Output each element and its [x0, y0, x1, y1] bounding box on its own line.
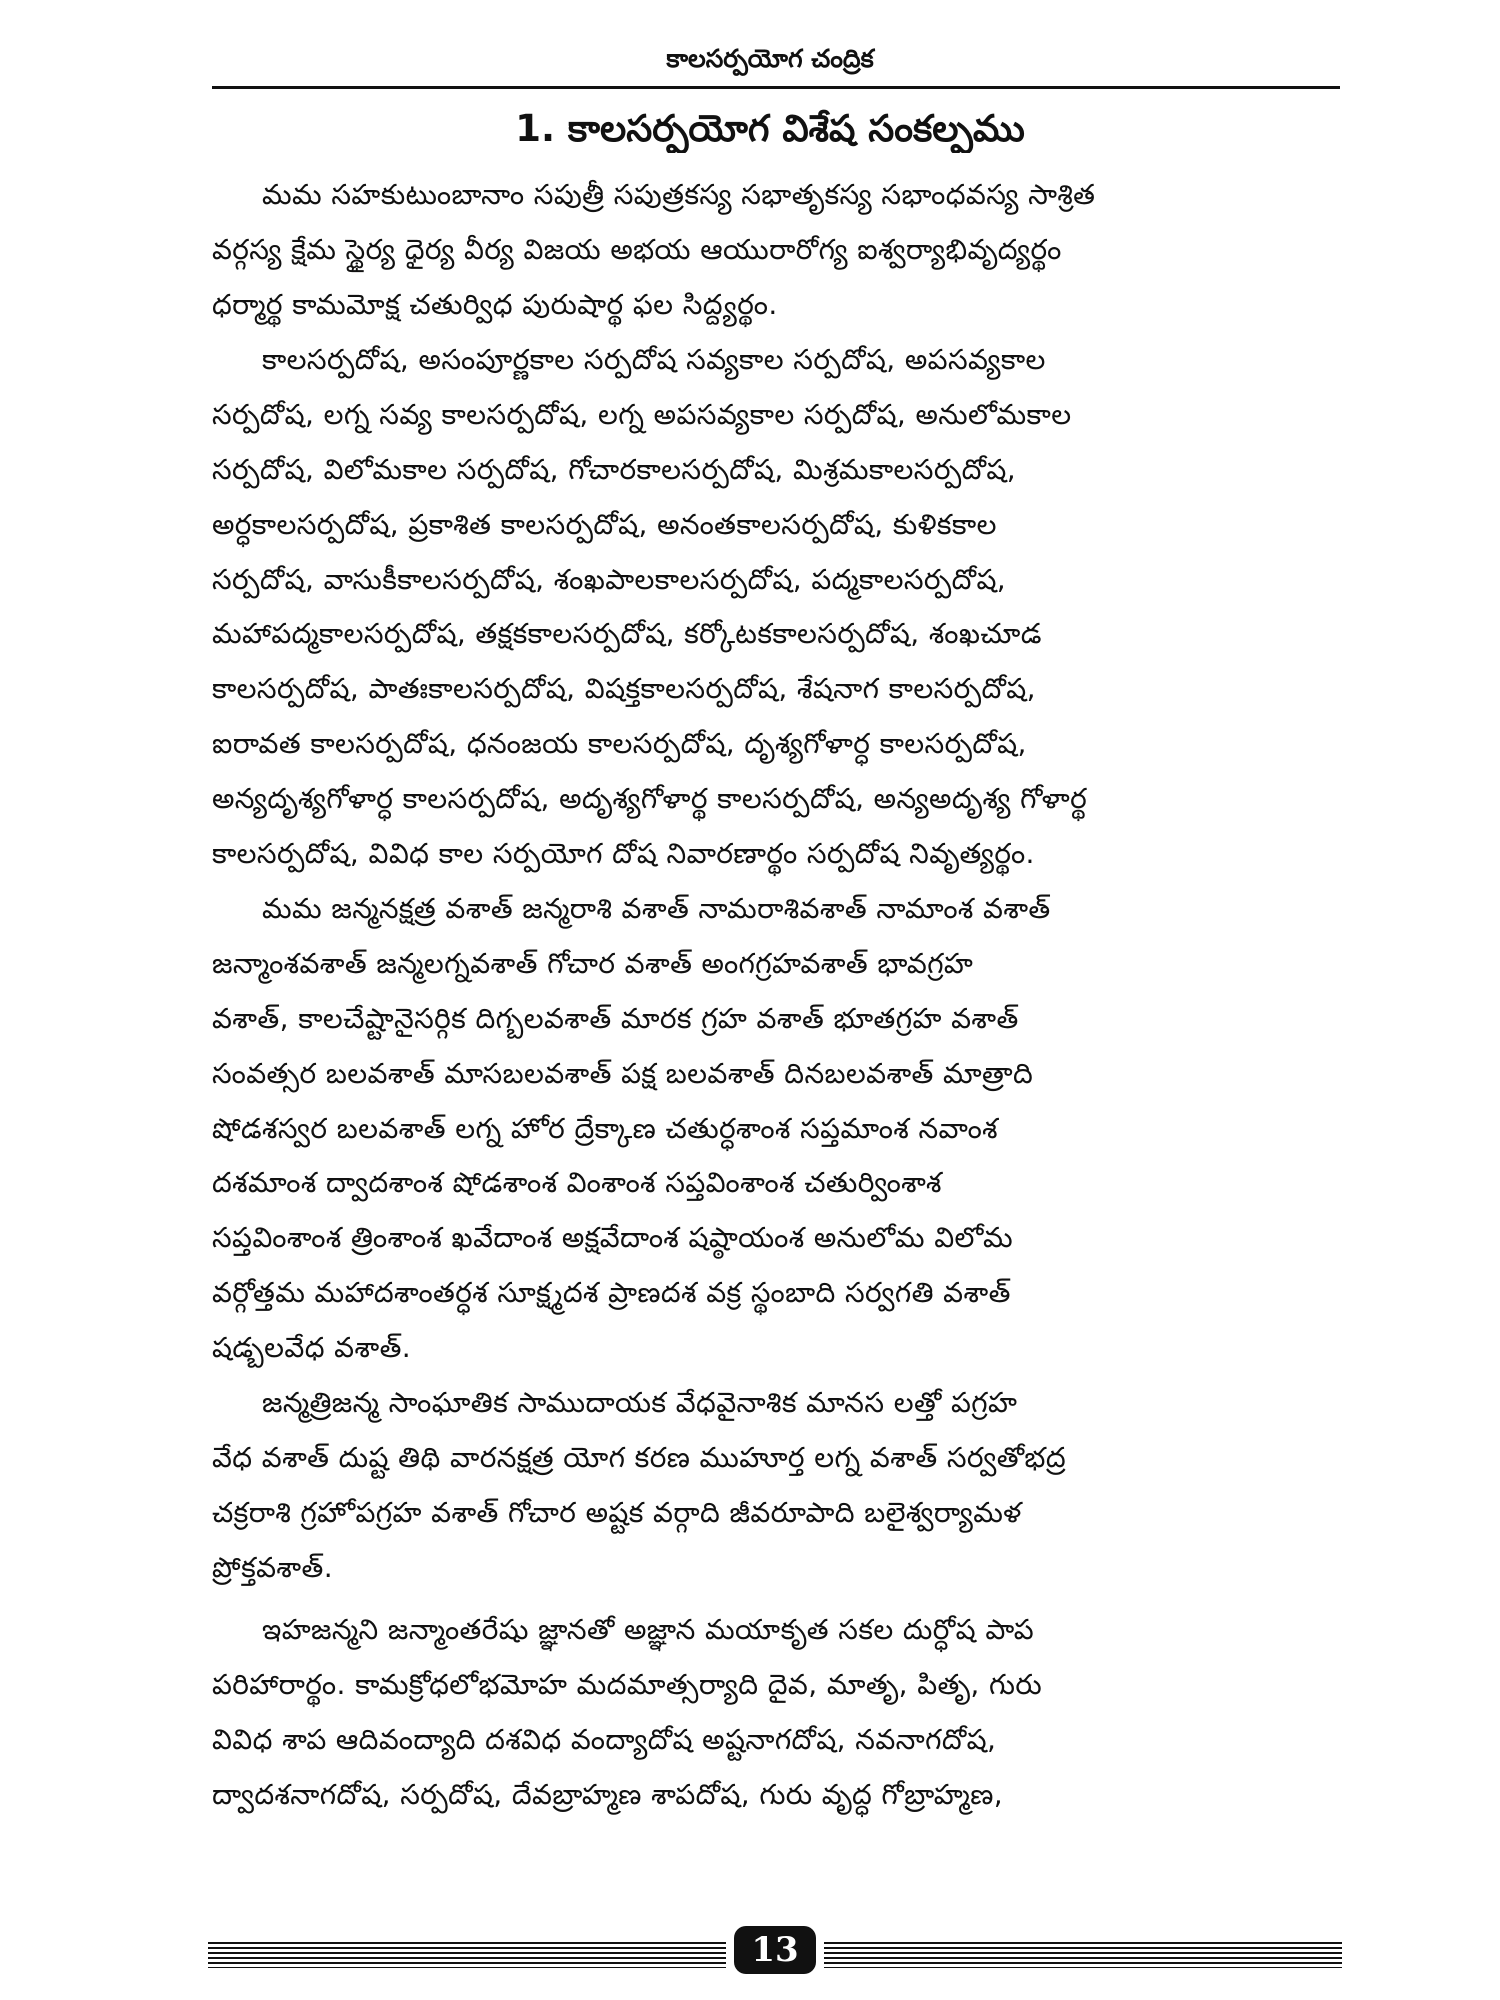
running-head: కాలసర్పయోగ చంద్రిక	[666, 44, 874, 73]
text-line: వర్గోత్తమ మహాదశాంతర్ధశ సూక్ష్మదశ ప్రాణదశ వక్ర స్థంబాది సర్వగతి వశాత్	[212, 1276, 1011, 1310]
header-rule	[212, 86, 1340, 89]
text-line: ఇహజన్మని జన్మాంతరేషు జ్ఞానతో అజ్ఞాన మయాకృత సకల దుర్ధోష పాప	[262, 1613, 1035, 1646]
text-line: అన్యదృశ్యగోళార్ధ కాలసర్పదోష, అదృశ్యగోళార్థ కాలసర్పదోష, అన్యఅదృశ్య గోళార్థ	[212, 782, 1088, 816]
paragraph-2	[212, 333, 1338, 882]
text-line: పరిహారార్థం. కామక్రోధలోభమోహ మదమాత్సర్యాది దైవ, మాతృ, పితృ, గురు	[212, 1667, 1043, 1701]
text-line: సంవత్సర బలవశాత్ మాసబలవశాత్ పక్ష బలవశాత్ దినబలవశాత్ మాత్రాది	[212, 1056, 1034, 1090]
text-line: జన్మత్రిజన్మ సాంఘాతిక సాముదాయక వేధవైనాశిక మానస లత్తో పగ్రహ	[262, 1386, 1018, 1419]
text-line: ధర్మార్థ కామమోక్ష చతుర్విధ పురుషార్థ ఫల సిద్ద్యర్థం.	[212, 287, 778, 321]
text-line: కాలసర్పదోష, అసంపూర్ణకాల సర్పదోష సవ్యకాల సర్పదోష, అపసవ్యకాల	[262, 343, 1046, 376]
text-line: సప్తవింశాంశ త్రింశాంశ ఖవేదాంశ అక్షవేదాంశ షష్ఠాయంశ అనులోమ విలోమ	[212, 1221, 1014, 1255]
text-line: ప్రోక్తవశాత్.	[212, 1550, 334, 1584]
text-line: వర్గస్య క్షేమ స్థైర్య ధైర్య వీర్య విజయ అభయ ఆయురారోగ్య ఐశ్వర్యాభివృద్యర్థం	[212, 232, 1062, 266]
page-number: 13	[734, 1926, 816, 1974]
text-line: దశమాంశ ద్వాదశాంశ షోడశాంశ వింశాంశ సప్తవింశాంశ చతుర్వింశాశ	[212, 1166, 942, 1200]
text-line: షోడశస్వర బలవశాత్ లగ్న హోర ద్రేక్కాణ చతుర్ధశాంశ సప్తమాంశ నవాంశ	[212, 1111, 998, 1145]
text-line: చక్రరాశి గ్రహోపగ్రహ వశాత్ గోచార అష్టక వర్గాది జీవరూపాది బలైశ్వర్యామళ	[212, 1495, 1022, 1529]
footer-ornament-right	[824, 1942, 1342, 1968]
text-line: కాలసర్పదోష, పాతఃకాలసర్పదోష, విషక్తకాలసర్పదోష, శేషనాగ కాలసర్పదోష,	[212, 672, 1036, 706]
paragraph-4	[212, 1376, 1338, 1596]
text-line: ద్వాదశనాగదోష, సర్పదోష, దేవబ్రాహ్మణ శాపదోష, గురు వృద్ధ గోబ్రాహ్మణ,	[212, 1777, 1004, 1811]
text-line: అర్ధకాలసర్పదోష, ప్రకాశిత కాలసర్పదోష, అనంతకాలసర్పదోష, కుళికకాల	[212, 507, 997, 541]
text-line: మమ సహకుటుంబానాం సపుత్రీ సపుత్రకస్య సభాతృకస్య సభాంధవస్య సాశ్రిత	[262, 178, 1096, 211]
text-line: మమ జన్మనక్షత్ర వశాత్ జన్మరాశి వశాత్ నామరాశివశాత్ నామాంశ వశాత్	[262, 892, 1051, 925]
paragraph-3	[212, 882, 1338, 1376]
footer-ornament-left	[208, 1942, 726, 1968]
paragraph-5	[212, 1603, 1338, 1823]
text-line: సర్పదోష, లగ్న సవ్య కాలసర్పదోష, లగ్న అపసవ్యకాల సర్పదోష, అనులోమకాల	[212, 397, 1072, 431]
paragraph-1	[212, 168, 1338, 333]
text-line: వశాత్, కాలచేష్టానైసర్గిక దిగ్బలవశాత్ మారక గ్రహ వశాత్ భూతగ్రహ వశాత్	[212, 1001, 1019, 1035]
text-line: షడ్బలవేధ వశాత్.	[212, 1331, 412, 1365]
text-line: జన్మాంశవశాత్ జన్మలగ్నవశాత్ గోచార వశాత్ అంగగ్రహవశాత్ భావగ్రహ	[212, 946, 974, 980]
text-line: మహాపద్మకాలసర్పదోష, తక్షకకాలసర్పదోష, కర్కోటకకాలసర్పదోష, శంఖచూడ	[212, 617, 1042, 651]
chapter-title: 1. కాలసర్పయోగ విశేష సంకల్పము	[515, 107, 1025, 150]
text-line: వివిధ శాప ఆదివంద్యాది దశవిధ వంద్యాదోష అష్టనాగదోష, నవనాగదోష,	[212, 1722, 997, 1756]
text-line: సర్పదోష, వాసుకీకాలసర్పదోష, శంఖపాలకాలసర్పదోష, పద్మకాలసర్పదోష,	[212, 562, 1007, 596]
text-line: ఐరావత కాలసర్పదోష, ధనంజయ కాలసర్పదోష, దృశ్యగోళార్ధ కాలసర్పదోష,	[212, 727, 1027, 761]
text-line: కాలసర్పదోష, వివిధ కాల సర్పయోగ దోష నివారణార్థం సర్పదోష నివృత్యర్థం.	[212, 837, 1035, 871]
page-footer	[208, 1926, 1342, 1982]
text-line: సర్పదోష, విలోమకాల సర్పదోష, గోచారకాలసర్పదోష, మిశ్రమకాలసర్పదోష,	[212, 452, 1017, 486]
text-line: వేధ వశాత్ దుష్ట తిథి వారనక్షత్ర యోగ కరణ ముహూర్త లగ్న వశాత్ సర్వతోభద్ర	[212, 1440, 1066, 1474]
